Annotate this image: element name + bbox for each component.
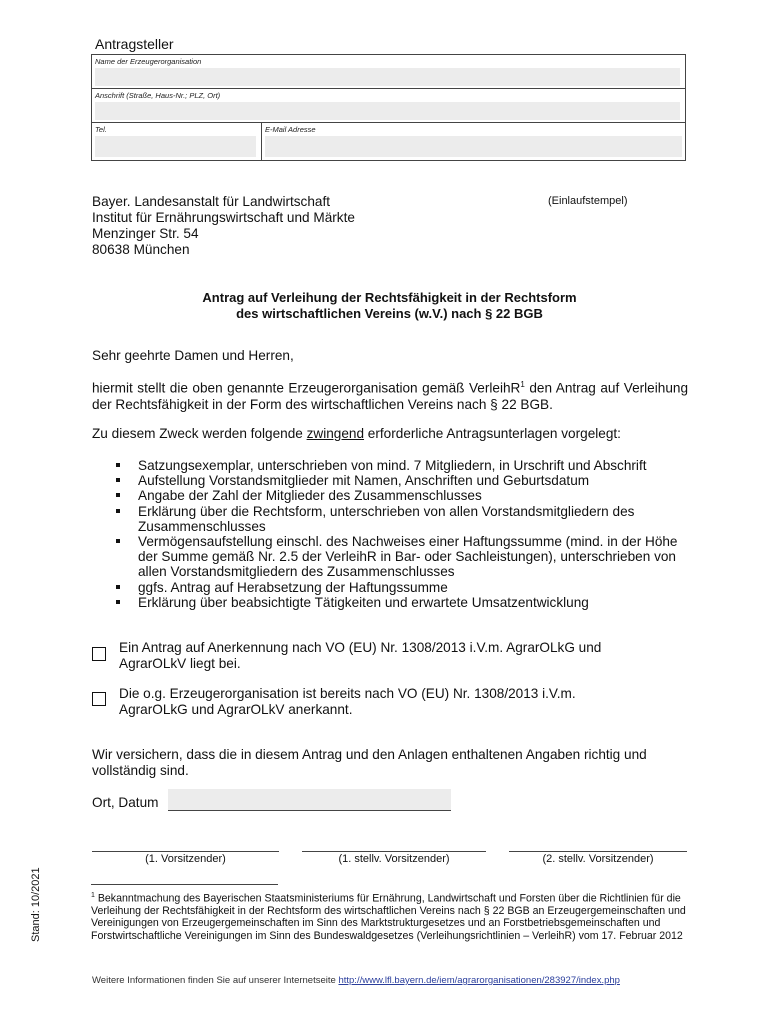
list-item: Vermögensaufstellung einschl. des Nachweises einer Haftungssumme (mind. in der Höhe der Summe gemäß Nr. 2.5 der VerleihR in Bar- oder Sachleistungen), unterschrieben von allen Vorstandsmitgliedern des Zusammenschlusses — [116, 534, 688, 580]
org-name-row — [92, 55, 685, 89]
phone-label: Tel. — [95, 125, 107, 134]
list-item: Erklärung über die Rechtsform, unterschrieben von allen Vorstandsmitgliedern des Zusammenschlusses — [116, 504, 688, 534]
list-item: Angabe der Zahl der Mitglieder des Zusammenschlusses — [116, 488, 688, 503]
footnote-mark: 1 — [91, 892, 95, 899]
place-date-label: Ort, Datum — [92, 795, 159, 810]
recipient-line: Institut für Ernährungswirtschaft und Märkte — [92, 210, 355, 225]
recipient-line: Menzinger Str. 54 — [92, 226, 199, 241]
signature-caption-vice-chair-1: (1. stellv. Vorsitzender) — [338, 853, 450, 865]
revision-stamp: Stand: 10/2021 — [30, 867, 42, 942]
signature-line-vice-chair-1[interactable] — [302, 851, 486, 852]
intro-text: hiermit stellt die oben genannte Erzeugerorganisation gemäß VerleihR — [92, 380, 521, 396]
email-label: E-Mail Adresse — [265, 125, 316, 134]
recipient-line: Bayer. Landesanstalt für Landwirtschaft — [92, 194, 331, 209]
list-item: ggfs. Antrag auf Herabsetzung der Haftungssumme — [116, 580, 688, 595]
org-name-label: Name der Erzeugerorganisation — [95, 57, 202, 66]
org-name-input[interactable] — [95, 68, 680, 86]
place-date-input[interactable] — [168, 789, 451, 811]
documents-intro-text: Zu diesem Zweck werden folgende — [92, 426, 307, 441]
more-info — [92, 975, 620, 986]
address-input[interactable] — [95, 102, 680, 120]
signature-line-chair[interactable] — [92, 851, 279, 852]
document-title-line1: Antrag auf Verleihung der Rechtsfähigkeit in der Rechtsform — [202, 290, 577, 305]
documents-intro-text-end: erforderliche Antragsunterlagen vorgelegt: — [364, 426, 621, 441]
footnote-text: Bekanntmachung des Bayerischen Staatsministeriums für Ernährung, Landwirtschaft und Forsten über die Richtlinien für die Verleihung der Rechtsfähigkeit in der Rechtsform des wirtschaftlichen Vereins nach § 22 BGB an Erzeugergemeinschaften und Vereinigungen von Erzeugergemeinschaften im Sinn des Marktstrukturgesetzes und an Forstbetriebsgemeinschaften und Forstwirtschaftliche Vereinigungen im Sinn des Bundeswaldgesetzes (Verleihungsrichtlinien – VerleihR) vom 17. Februar 2012 — [91, 892, 686, 942]
recognition-attached-label: Ein Antrag auf Anerkennung nach VO (EU) Nr. 1308/2013 i.V.m. AgrarOLkG und AgrarOLkV liegt bei. — [119, 640, 602, 671]
recipient-line: 80638 München — [92, 242, 190, 257]
recognition-attached-checkbox[interactable] — [92, 647, 106, 661]
documents-intro — [92, 426, 688, 442]
contact-row — [92, 123, 685, 160]
intro-text-continued: den Antrag auf Verleihung der Rechtsfähigkeit in der Form des wirtschaftlichen Vereins nach § 22 BGB. — [92, 380, 689, 412]
applicant-heading: Antragsteller — [95, 36, 174, 52]
footnote — [91, 890, 689, 942]
contact-divider — [261, 123, 262, 160]
intro-paragraph — [92, 377, 688, 413]
address-row — [92, 89, 685, 123]
list-item: Aufstellung Vorstandsmitglieder mit Namen, Anschriften und Geburtsdatum — [116, 473, 688, 488]
recipient-address — [92, 194, 355, 258]
documents-intro-emphasis: zwingend — [306, 426, 365, 441]
document-title-line2: des wirtschaftlichen Vereins (w.V.) nach § 22 BGB — [236, 306, 543, 321]
phone-input[interactable] — [95, 136, 256, 157]
signature-caption-chair: (1. Vorsitzender) — [145, 853, 226, 865]
more-info-link[interactable]: http://www.lfl.bayern.de/iem/agrarorganisationen/283927/index.php — [338, 975, 620, 986]
salutation: Sehr geehrte Damen und Herren, — [92, 348, 294, 363]
list-item: Satzungsexemplar, unterschrieben von mind. 7 Mitgliedern, in Urschrift und Abschrift — [116, 458, 688, 473]
already-recognized-label: Die o.g. Erzeugerorganisation ist bereits nach VO (EU) Nr. 1308/2013 i.V.m. AgrarOLkG und AgrarOLkV anerkannt. — [119, 686, 576, 717]
required-documents-list — [116, 458, 688, 610]
already-recognized-checkbox[interactable] — [92, 692, 106, 706]
footnote-reference: 1 — [520, 380, 525, 389]
applicant-box — [91, 54, 686, 161]
email-input[interactable] — [265, 136, 682, 157]
more-info-text: Weitere Informationen finden Sie auf unserer Internetseite — [92, 975, 339, 986]
footnote-divider — [91, 884, 278, 885]
list-item: Erklärung über beabsichtigte Tätigkeiten und erwartete Umsatzentwicklung — [116, 595, 688, 610]
stamp-label: (Einlaufstempel) — [548, 195, 628, 207]
signature-line-vice-chair-2[interactable] — [509, 851, 687, 852]
declaration: Wir versichern, dass die in diesem Antrag und den Anlagen enthaltenen Angaben richtig und vollständig sind. — [92, 747, 647, 778]
address-label: Anschrift (Straße, Haus-Nr.; PLZ, Ort) — [95, 91, 221, 100]
signature-caption-vice-chair-2: (2. stellv. Vorsitzender) — [542, 853, 654, 865]
